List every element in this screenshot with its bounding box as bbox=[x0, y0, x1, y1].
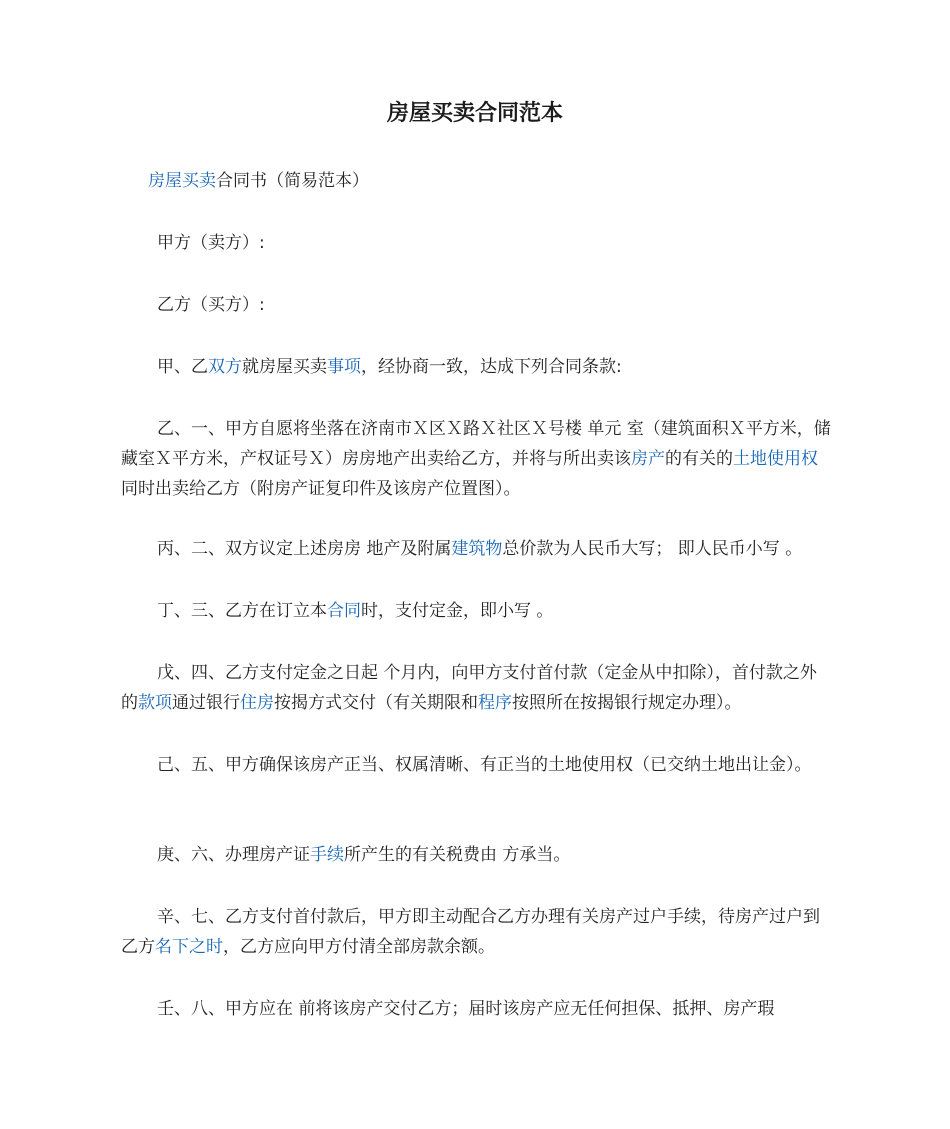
paragraph-text: 同时出卖给乙方（附房产证复印件及该房产位置图）。 bbox=[121, 479, 521, 499]
paragraph-text: 辛、七、乙方支付首付款后，甲方即主动配合乙方办理有关房产过户手续，待房产过户到乙方 bbox=[121, 907, 820, 957]
paragraph-text: 总价款为人民币大写； 即人民币小写 。 bbox=[502, 539, 803, 559]
paragraph-text: 丙、二、双方议定上述房房 地产及附属 bbox=[157, 539, 452, 559]
paragraph-preamble bbox=[121, 352, 833, 382]
paragraph-text: 甲、乙 bbox=[157, 357, 208, 377]
paragraph-text: 甲方（卖方）: bbox=[157, 233, 265, 253]
link-procedures[interactable]: 手续 bbox=[310, 845, 344, 865]
paragraph-clause-2 bbox=[121, 534, 833, 564]
link-under-name[interactable]: 名下之时 bbox=[155, 937, 223, 957]
paragraph-text: ，乙方应向甲方付清全部房款余额。 bbox=[223, 937, 495, 957]
paragraph-text: 按揭方式交付（有关期限和 bbox=[274, 693, 478, 713]
paragraph-text: 戊、四、乙方支付定金之日起 个月内，向甲方支付首付款（定金从中扣除），首付款之外的 bbox=[121, 663, 817, 713]
paragraph-text: 乙、一、甲方自愿将坐落在济南市Ｘ区Ｘ路Ｘ社区Ｘ号楼 单元 室（建筑面积Ｘ平方米，储藏室Ｘ平方米，产权证号Ｘ）房房地产出卖给乙方，并将与所出卖该 bbox=[121, 419, 831, 469]
paragraph-clause-4 bbox=[121, 658, 833, 718]
paragraph-clause-3 bbox=[121, 596, 833, 626]
paragraph-clause-8 bbox=[121, 994, 833, 1024]
paragraph-subtitle bbox=[121, 166, 833, 196]
paragraph-party-b bbox=[121, 290, 833, 320]
link-land-use-right[interactable]: 土地使用权 bbox=[733, 449, 818, 469]
paragraph-clause-6 bbox=[121, 840, 833, 870]
paragraph-text: 乙方（买方）: bbox=[157, 295, 265, 315]
link-payment[interactable]: 款项 bbox=[138, 693, 172, 713]
link-housing[interactable]: 住房 bbox=[240, 693, 274, 713]
paragraph-clause-7 bbox=[121, 902, 833, 962]
paragraph-text: 丁、三、乙方在订立本 bbox=[157, 601, 327, 621]
paragraph-text: 合同书（简易范本） bbox=[216, 171, 369, 191]
paragraph-text: 的有关的 bbox=[665, 449, 733, 469]
link-procedure[interactable]: 程序 bbox=[478, 693, 512, 713]
paragraph-text: 通过银行 bbox=[172, 693, 240, 713]
link-matters[interactable]: 事项 bbox=[327, 357, 361, 377]
paragraph-text: 庚、六、办理房产证 bbox=[157, 845, 310, 865]
paragraph-text: ，经协商一致，达成下列合同条款: bbox=[361, 357, 622, 377]
link-both-parties[interactable]: 双方 bbox=[208, 357, 242, 377]
paragraph-text: 己、五、甲方确保该房产正当、权属清晰、有正当的土地使用权（已交纳土地出让金）。 bbox=[157, 755, 812, 775]
paragraph-text: 所产生的有关税费由 方承当。 bbox=[344, 845, 571, 865]
link-house-sale[interactable]: 房屋买卖 bbox=[148, 171, 216, 191]
link-contract[interactable]: 合同 bbox=[327, 601, 361, 621]
link-property[interactable]: 房产 bbox=[631, 449, 665, 469]
paragraph-party-a bbox=[121, 228, 833, 258]
paragraph-text: 按照所在按揭银行规定办理）。 bbox=[512, 693, 742, 713]
paragraph-text: 壬、八、甲方应在 前将该房产交付乙方；届时该房产应无任何担保、抵押、房产瑕 bbox=[157, 999, 775, 1019]
paragraph-clause-1 bbox=[121, 414, 833, 504]
link-building[interactable]: 建筑物 bbox=[451, 539, 503, 559]
document-title: 房屋买卖合同范本 bbox=[386, 101, 563, 126]
paragraph-text: 就房屋买卖 bbox=[242, 357, 327, 377]
paragraph-clause-5 bbox=[121, 750, 833, 780]
paragraph-text: 时，支付定金，即小写 。 bbox=[361, 601, 554, 621]
